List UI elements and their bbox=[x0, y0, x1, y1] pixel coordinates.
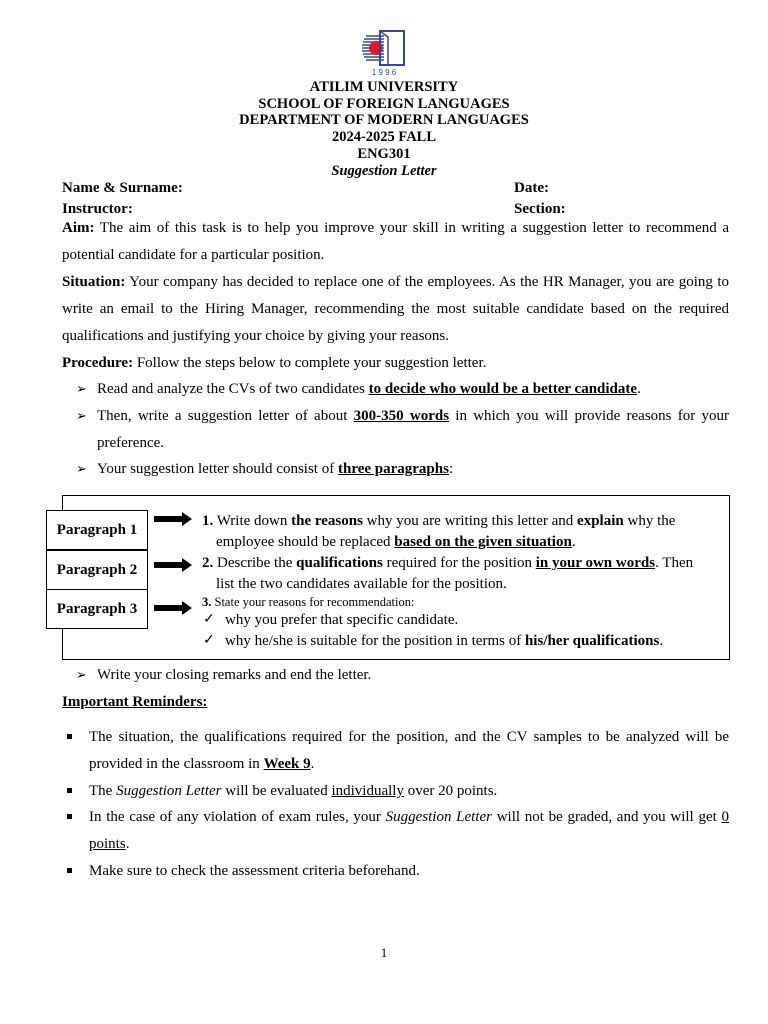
reason-suitability: why he/she is suitable for the position in terms of his/her qualifications. bbox=[225, 633, 664, 649]
aim-text: The aim of this task is to help you improve your skill in writing a suggestion letter to recommend a potential candidate for a particular position. bbox=[62, 220, 729, 263]
checkmark-icon: ✓ bbox=[203, 633, 215, 648]
right-arrow-icon bbox=[154, 601, 192, 615]
reminder-situation: The situation, the qualifications required for the position, and the CV samples to be analyzed will be provided in the classroom in Week 9. bbox=[89, 729, 729, 772]
logo-emblem-icon bbox=[360, 28, 408, 68]
paragraph-3-label: Paragraph 3 bbox=[46, 589, 148, 629]
aim-label: Aim: bbox=[62, 220, 95, 236]
checkmark-icon: ✓ bbox=[203, 612, 215, 627]
step-read-analyze: Read and analyze the CVs of two candidates to decide who would be a better candidate. bbox=[97, 381, 641, 397]
square-bullet-icon bbox=[67, 734, 72, 739]
square-bullet-icon bbox=[67, 788, 72, 793]
header-university: ATILIM UNIVERSITY bbox=[309, 79, 459, 95]
arrow-bullet-icon: ➢ bbox=[76, 381, 87, 396]
situation-text: Your company has decided to replace one of the employees. As the HR Manager, you are going to write an email to the Hiring Manager, recommending the most suitable candidate based on the required qualifications and justifying your choice by giving your reasons. bbox=[62, 274, 729, 344]
paragraph-1-instruction: 1. Write down the reasons why you are writing this letter and explain why the bbox=[202, 513, 676, 529]
paragraph-2-label: Paragraph 2 bbox=[46, 550, 148, 590]
right-arrow-icon bbox=[154, 512, 192, 526]
reminder-violation: In the case of any violation of exam rules, your Suggestion Letter will not be graded, and you will get 0 points. bbox=[89, 809, 729, 852]
procedure-label: Procedure: bbox=[62, 355, 134, 371]
paragraph-2-instruction-cont: list the two candidates available for the position. bbox=[216, 576, 507, 592]
reason-preference: why you prefer that specific candidate. bbox=[225, 612, 459, 628]
header-term: 2024-2025 FALL bbox=[331, 129, 437, 145]
arrow-bullet-icon: ➢ bbox=[76, 667, 87, 682]
reminder-evaluation: The Suggestion Letter will be evaluated individually over 20 points. bbox=[89, 783, 498, 799]
paragraph-1-label: Paragraph 1 bbox=[46, 510, 148, 550]
situation-label: Situation: bbox=[62, 274, 126, 290]
reminders-title: Important Reminders: bbox=[62, 694, 208, 710]
instructor-field-label: Instructor: bbox=[62, 201, 133, 217]
aim-paragraph bbox=[62, 215, 729, 269]
arrow-bullet-icon: ➢ bbox=[76, 408, 87, 423]
header-task-title: Suggestion Letter bbox=[331, 163, 437, 179]
page-number: 1 bbox=[380, 945, 388, 960]
header-course: ENG301 bbox=[357, 146, 411, 162]
situation-paragraph bbox=[62, 269, 729, 349]
section-field-label: Section: bbox=[514, 201, 566, 217]
procedure-paragraph bbox=[62, 350, 729, 377]
paragraph-3-instruction: 3. State your reasons for recommendation: bbox=[202, 595, 415, 609]
square-bullet-icon bbox=[67, 868, 72, 873]
logo-year: 1 9 9 6 bbox=[371, 68, 397, 77]
step-three-paragraphs: Your suggestion letter should consist of three paragraphs: bbox=[97, 461, 454, 477]
header-department: DEPARTMENT OF MODERN LANGUAGES bbox=[239, 112, 529, 128]
paragraph-1-instruction-cont: employee should be replaced based on the given situation. bbox=[216, 534, 576, 550]
paragraph-2-instruction: 2. Describe the qualifications required for the position in your own words. Then bbox=[202, 555, 694, 571]
header-school: SCHOOL OF FOREIGN LANGUAGES bbox=[258, 96, 510, 112]
name-field-label: Name & Surname: bbox=[62, 180, 183, 196]
procedure-text: Follow the steps below to complete your suggestion letter. bbox=[133, 355, 487, 371]
reminder-criteria: Make sure to check the assessment criteria beforehand. bbox=[89, 863, 420, 879]
right-arrow-icon bbox=[154, 558, 192, 572]
step-write-letter: Then, write a suggestion letter of about 300-350 words in which you will provide reasons for your preference. bbox=[97, 408, 729, 451]
arrow-bullet-icon: ➢ bbox=[76, 461, 87, 476]
university-logo bbox=[360, 28, 408, 78]
square-bullet-icon bbox=[67, 814, 72, 819]
date-field-label: Date: bbox=[514, 180, 549, 196]
step-closing-remarks: Write your closing remarks and end the letter. bbox=[97, 667, 372, 683]
